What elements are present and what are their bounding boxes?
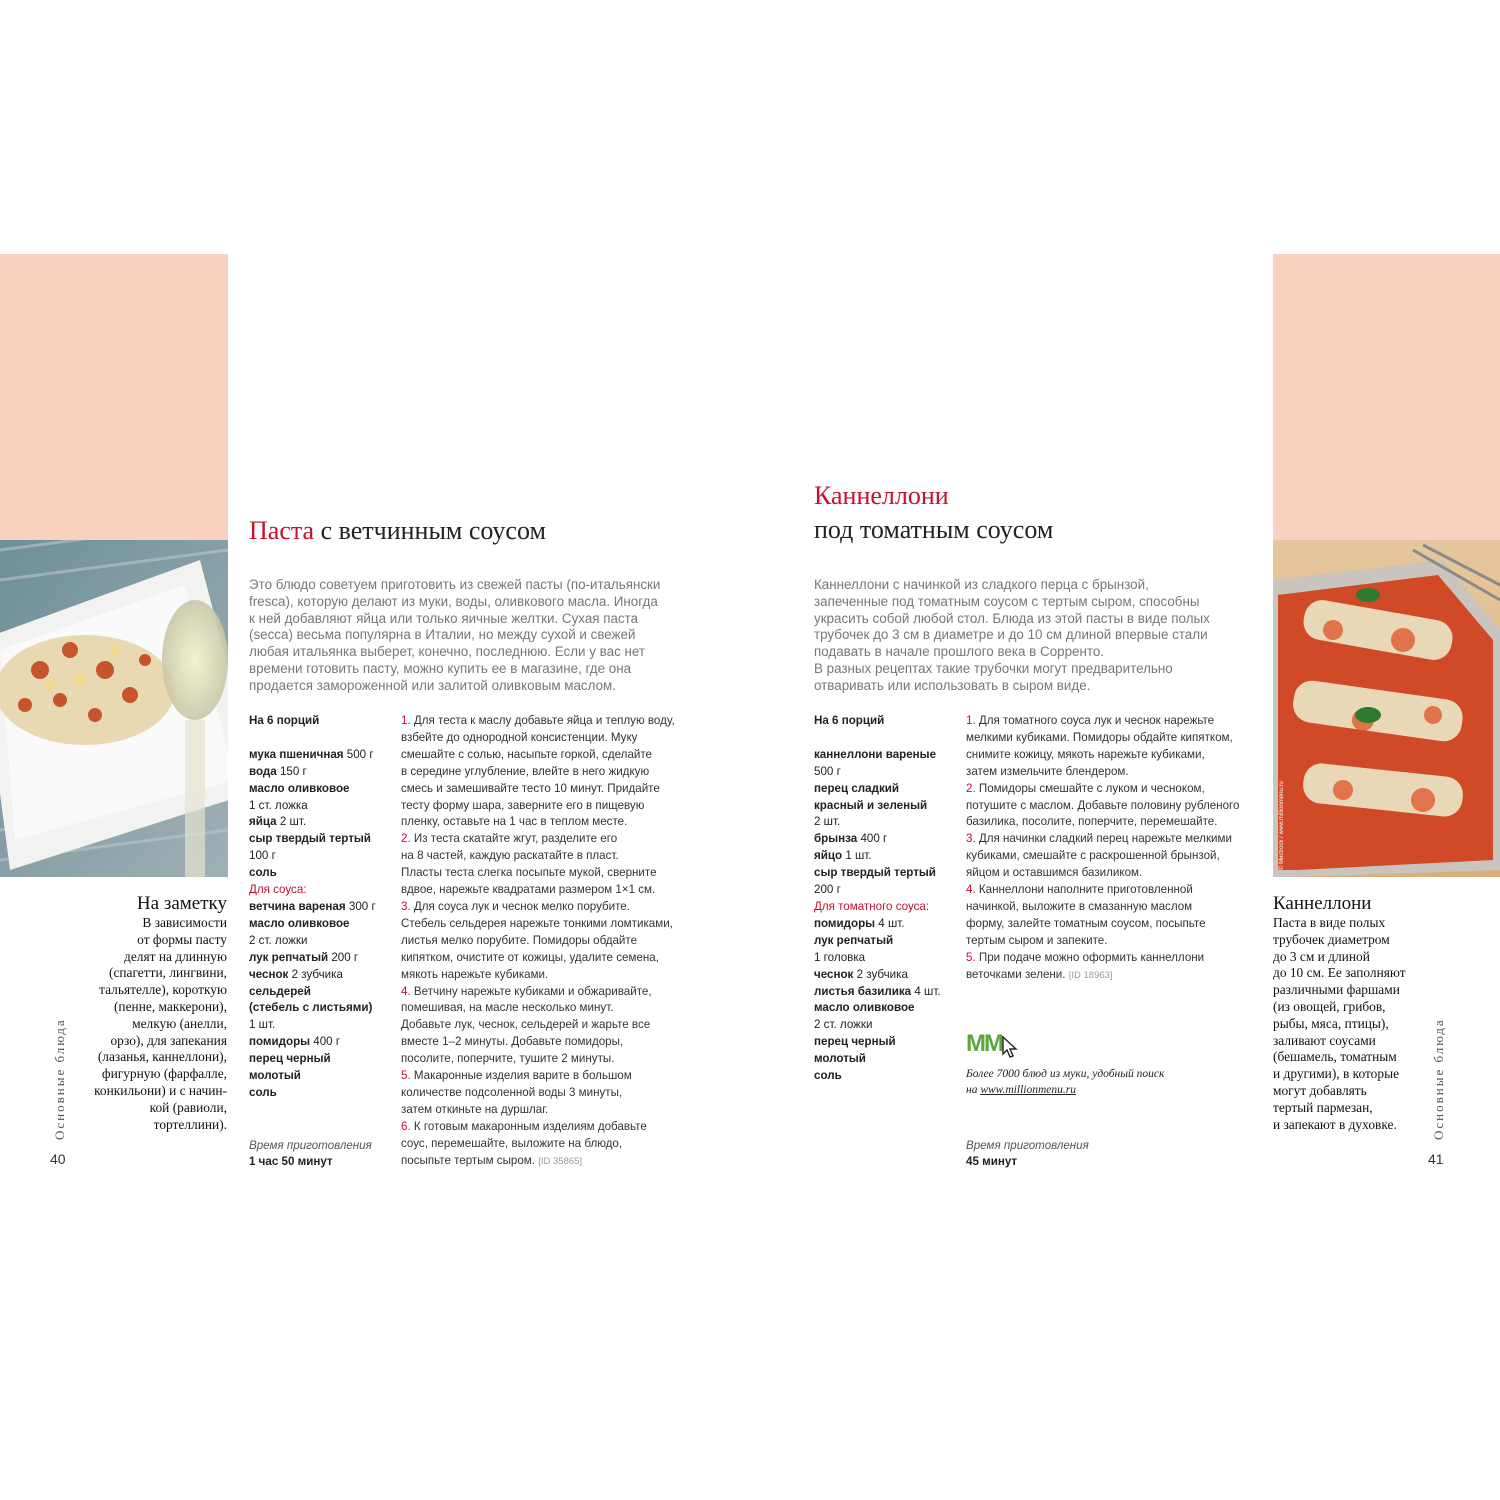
ingredient-row	[814, 730, 959, 747]
step-line	[966, 747, 1266, 764]
right-page-number: 41	[1428, 1151, 1444, 1167]
sauce-subheading: Для томатного соуса:	[814, 899, 930, 913]
ingredient-amount: 2 шт.	[814, 815, 841, 829]
left-intro	[249, 577, 709, 695]
ingredient-row	[249, 730, 394, 747]
step-text: взбейте до однородной консистенции. Муку	[401, 730, 638, 744]
step-line	[401, 1119, 701, 1136]
ingredient-row	[814, 848, 959, 865]
right-note	[1273, 893, 1433, 1133]
ingredient-amount: 200 г	[814, 883, 841, 897]
note-line: орзо), для запекания	[110, 1032, 227, 1048]
step-line	[401, 967, 701, 984]
left-ingredients	[249, 713, 394, 1102]
promo-line	[966, 1082, 1266, 1098]
step-line	[401, 1034, 701, 1051]
ingredient-name: каннеллони вареные	[814, 747, 937, 761]
step-line	[401, 781, 701, 798]
promo-prefix: на	[966, 1084, 981, 1096]
step-line	[401, 1102, 701, 1119]
note-line: мелкую (анелли,	[132, 1015, 227, 1031]
step-text: листья мелко порубите. Помидоры обдайте	[401, 933, 638, 947]
note-text	[1273, 915, 1433, 1133]
step-text: посыпьте тертым сыром.	[401, 1153, 539, 1167]
millionmenu-logo-icon: MM	[966, 1028, 1026, 1062]
step-text: пленку, оставьте на 1 час в теплом месте.	[401, 815, 628, 829]
ingredient-amount: 1 шт.	[842, 849, 872, 863]
step-text: тесту форму шара, заверните его в пищевую	[401, 798, 645, 812]
right-title-rest: под томатным соусом	[814, 515, 1054, 544]
step-text: смешайте с солью, насыпьте горкой, сделайте	[401, 747, 652, 761]
ingredient-amount: 300 г	[345, 899, 376, 913]
ingredient-amount: 500 г	[814, 764, 841, 778]
ingredient-amount: 400 г	[310, 1035, 341, 1049]
intro-line: подавать в начале прошлого века в Сорренто.	[814, 644, 1105, 660]
ingredient-row	[814, 865, 959, 882]
step-text: Помидоры смешайте с луком и чесноком,	[975, 781, 1205, 795]
left-page-number: 40	[50, 1151, 66, 1167]
right-section-label: Основные блюда	[1431, 1018, 1446, 1140]
left-cooking-time	[249, 1138, 372, 1170]
left-steps	[401, 713, 701, 1170]
step-text: потушите с маслом. Добавьте половину рубленого	[966, 798, 1240, 812]
step-line	[401, 1051, 701, 1068]
step-line	[966, 882, 1266, 899]
step-text: Для соуса лук и чеснок мелко порубите.	[410, 899, 630, 913]
left-recipe-title	[249, 514, 546, 548]
step-text: смесь и замешивайте тесто 10 минут. Придайте	[401, 781, 660, 795]
ingredient-name: ветчина вареная	[249, 899, 346, 913]
step-text: в середине углубление, влейте в него жидкую	[401, 764, 650, 778]
step-line	[966, 798, 1266, 815]
photo-credit: © Мисtrock / www.millionmenu.ru	[1279, 781, 1285, 870]
intro-line: времени готовить пасту, можно купить ее в магазине, где она	[249, 660, 632, 676]
step-text: начинкой, выложите в смазанную маслом	[966, 899, 1193, 913]
intro-line: трубочек до 3 см в диаметре и до 10 см длиной впервые стали	[814, 627, 1208, 643]
step-text: мякоть нарежьте кубиками.	[401, 967, 549, 981]
promo-line: Более 7000 блюд из муки, удобный поиск	[966, 1068, 1165, 1080]
ingredient-name: соль	[249, 866, 277, 880]
time-label: Время приготовления	[249, 1139, 372, 1152]
ingredient-amount: 2 зубчика	[288, 967, 343, 981]
ingredient-name: (стебель с листьями)	[249, 1001, 373, 1015]
ingredient-name: перец сладкий	[814, 781, 900, 795]
intro-line: отваривать или использовать в сыром виде.	[814, 677, 1091, 693]
step-line	[401, 747, 701, 764]
ingredient-amount: 200 г	[328, 950, 359, 964]
note-line: рыбы, мяса, птицы),	[1273, 1015, 1389, 1031]
intro-line: (secca) весьма популярна в Италии, но между сухой и свежей	[249, 627, 636, 643]
ingredient-row	[249, 798, 394, 815]
note-line: различными фаршами	[1273, 982, 1400, 998]
note-line: заливают соусами	[1273, 1032, 1376, 1048]
note-line: фигурную (фарфалле,	[101, 1066, 227, 1082]
ingredient-row	[814, 1051, 959, 1068]
ingredient-amount: 2 зубчика	[853, 967, 908, 981]
ingredient-row	[249, 747, 394, 764]
ingredient-name: чеснок	[814, 967, 854, 981]
step-number: 3.	[401, 899, 411, 913]
ingredient-amount: 2 шт.	[276, 815, 307, 829]
step-number: 1.	[966, 714, 976, 727]
ingredient-name: вода	[249, 764, 277, 778]
step-text: тертым сыром и запеките.	[966, 933, 1108, 947]
note-line: Паста в виде полых	[1273, 915, 1386, 930]
step-line	[401, 1017, 701, 1034]
ingredient-row	[814, 899, 959, 916]
ingredient-row	[814, 1017, 959, 1034]
ingredient-amount: 100 г	[249, 849, 276, 863]
ingredient-row	[814, 1068, 959, 1085]
ingredient-row	[249, 1000, 394, 1017]
intro-line: Каннеллони с начинкой из сладкого перца с брынзой,	[814, 577, 1149, 592]
ingredient-name: красный и зеленый	[814, 798, 928, 812]
step-line	[401, 882, 701, 899]
step-line	[401, 950, 701, 967]
sauce-subheading: Для соуса:	[249, 883, 307, 897]
ingredient-row	[249, 950, 394, 967]
ingredient-row	[814, 764, 959, 781]
note-line: (лазанья, каннеллони),	[97, 1049, 227, 1065]
step-text: соус, перемешайте, выложите на блюдо,	[401, 1136, 623, 1150]
ingredient-row	[249, 882, 394, 899]
ingredient-name: соль	[249, 1085, 277, 1099]
right-recipe-title	[814, 479, 1053, 547]
step-line	[966, 865, 1266, 882]
step-text: вместе 1–2 минуты. Добавьте помидоры,	[401, 1035, 624, 1049]
ingredient-name: помидоры	[249, 1035, 311, 1049]
step-text: посолите, поперчите, тушите 2 минуты.	[401, 1052, 615, 1066]
step-number: 3.	[966, 832, 976, 846]
right-ingredients	[814, 713, 959, 1085]
right-cooking-time	[966, 1138, 1089, 1170]
ingredient-row	[249, 1068, 394, 1085]
ingredient-list	[249, 730, 394, 1102]
note-line: до 10 см. Ее заполняют	[1273, 965, 1406, 981]
step-text: количестве подсоленной воды 3 минуты,	[401, 1085, 623, 1099]
note-line: (из овощей, грибов,	[1273, 998, 1386, 1014]
left-title-rest: с ветчинным соусом	[314, 516, 546, 545]
step-text: Для томатного соуса лук и чеснок нарежьте	[975, 714, 1215, 727]
ingredient-row	[249, 1017, 394, 1034]
intro-line: В разных рецептах такие трубочки могут предварительно	[814, 660, 1173, 676]
note-title: На заметку	[136, 893, 227, 914]
step-number: 5.	[401, 1069, 411, 1083]
step-text: мелкими кубиками. Помидоры обдайте кипятком,	[966, 730, 1233, 744]
note-line: (пенне, маккерони),	[113, 998, 227, 1014]
intro-line: украсить собой любой стол. Блюда из этой пасты в виде полых	[814, 610, 1210, 626]
ingredient-name: перец черный	[814, 1035, 896, 1049]
step-number: 1.	[401, 714, 411, 727]
step-line	[966, 950, 1266, 967]
ingredient-name: молотый	[249, 1069, 301, 1083]
step-line	[966, 848, 1266, 865]
right-peach-band	[1273, 254, 1500, 540]
note-line: (бешамель, томатным	[1273, 1049, 1397, 1065]
left-peach-band	[0, 254, 228, 540]
step-line	[401, 1153, 701, 1171]
step-line	[966, 814, 1266, 831]
promo-link[interactable]: www.millionmenu.ru	[980, 1084, 1076, 1096]
step-line	[401, 764, 701, 781]
ingredient-name: лук репчатый	[814, 933, 894, 947]
left-section-label: Основные блюда	[52, 1018, 67, 1140]
step-line	[966, 967, 1266, 985]
step-line	[401, 1085, 701, 1102]
step-line	[401, 831, 701, 848]
step-text: форму, залейте томатным соусом, посыпьте	[966, 916, 1206, 930]
ingredient-name: листья базилика	[814, 984, 912, 998]
note-line: трубочек диаметром	[1273, 931, 1390, 947]
ingredient-name: брынза	[814, 832, 858, 846]
ingredient-row	[249, 848, 394, 865]
step-text: на 8 частей, каждую раскатайте в пласт.	[401, 849, 619, 863]
step-line	[401, 865, 701, 882]
note-line: от формы пасту	[137, 931, 227, 947]
note-title: Каннеллони	[1273, 893, 1372, 914]
millionmenu-promo	[966, 1028, 1266, 1098]
ingredient-row	[814, 950, 959, 967]
note-line: могут добавлять	[1273, 1082, 1367, 1098]
recipe-id: [ID 18963]	[1068, 969, 1113, 981]
step-line	[401, 730, 701, 747]
step-text: веточками зелени.	[966, 967, 1069, 981]
step-line	[966, 831, 1266, 848]
intro-line: fresca), которую делают из муки, воды, оливкового масла. Иногда	[249, 593, 658, 609]
ingredient-row	[249, 781, 394, 798]
step-text: Макаронные изделия варите в большом	[410, 1069, 632, 1083]
step-text: Ветчину нарежьте кубиками и обжаривайте,	[410, 984, 652, 998]
ingredient-row	[814, 933, 959, 950]
step-number: 6.	[401, 1119, 411, 1133]
step-line	[401, 798, 701, 815]
step-number: 2.	[401, 832, 411, 846]
ingredient-row	[249, 899, 394, 916]
ingredient-row	[814, 882, 959, 899]
step-text: затем измельчите блендером.	[966, 764, 1129, 778]
step-line	[401, 984, 701, 1001]
step-text: яйцом и оставшимся базиликом.	[966, 866, 1143, 880]
ingredient-name: сыр твердый тертый	[814, 866, 936, 880]
ingredient-name: мука пшеничная	[249, 747, 344, 761]
ingredient-amount: 150 г	[276, 764, 307, 778]
time-value: 45 минут	[966, 1155, 1018, 1168]
ingredient-row	[249, 967, 394, 984]
step-number: 2.	[966, 781, 976, 795]
right-intro	[814, 577, 1254, 695]
ingredient-row	[814, 967, 959, 984]
intro-line: запеченные под томатным соусом с тертым сыром, способны	[814, 593, 1200, 609]
note-line: конкильони) и с начин-	[94, 1082, 227, 1098]
time-value: 1 час 50 минут	[249, 1155, 333, 1168]
servings: На 6 порций	[249, 714, 320, 727]
ingredient-row	[814, 781, 959, 798]
ingredient-name: яйцо	[814, 849, 843, 863]
right-title-red: Каннеллони	[814, 481, 949, 510]
step-line	[966, 899, 1266, 916]
note-line: и другими), в которые	[1273, 1066, 1400, 1082]
step-text: Для теста к маслу добавьте яйца и теплую воду,	[410, 714, 675, 727]
ingredient-list	[814, 730, 959, 1085]
ingredient-amount: 1 шт.	[249, 1018, 276, 1032]
step-text: Каннеллони наполните приготовленной	[975, 883, 1193, 897]
ingredient-amount: 4 шт.	[911, 984, 941, 998]
intro-line: продается замороженной или залитой оливковым маслом.	[249, 677, 616, 693]
ingredient-amount: 2 ст. ложки	[249, 933, 308, 947]
ingredient-name: масло оливковое	[249, 916, 350, 930]
step-line	[966, 933, 1266, 950]
step-text: При подаче можно оформить каннеллони	[975, 950, 1205, 964]
ingredient-amount: 1 головка	[814, 950, 866, 964]
ingredient-name: соль	[814, 1069, 842, 1083]
servings: На 6 порций	[814, 714, 885, 727]
step-number: 5.	[966, 950, 976, 964]
cannelloni-photo	[1273, 540, 1500, 877]
ingredient-row	[814, 814, 959, 831]
step-line	[966, 781, 1266, 798]
note-line: и запекают в духовке.	[1273, 1116, 1397, 1132]
note-line: В зависимости	[142, 915, 227, 930]
step-text: вдвое, нарежьте квадратами размером 1×1 см.	[401, 883, 656, 897]
intro-line: любая итальянка выберет, конечно, последнюю. Если у вас нет	[249, 644, 646, 660]
step-text: Для начинки сладкий перец нарежьте мелкими	[975, 832, 1232, 846]
left-note	[60, 893, 227, 1133]
ingredient-name: лук репчатый	[249, 950, 329, 964]
ingredient-amount: 400 г	[857, 832, 888, 846]
ingredient-name: помидоры	[814, 916, 876, 930]
ingredient-name: масло оливковое	[814, 1001, 915, 1015]
right-steps	[966, 713, 1266, 985]
cursor-arrow-icon	[1002, 1036, 1018, 1060]
step-text: затем откиньте на дуршлаг.	[401, 1102, 549, 1116]
step-line	[401, 1136, 701, 1153]
step-line	[401, 916, 701, 933]
step-text: помешивая, на масле несколько минут.	[401, 1001, 614, 1015]
ingredient-name: сельдерей	[249, 984, 311, 998]
ingredient-name: перец черный	[249, 1052, 331, 1066]
step-text: снимите кожицу, мякоть нарежьте кубиками,	[966, 747, 1205, 761]
pasta-photo	[0, 540, 228, 877]
ingredient-row	[249, 831, 394, 848]
ingredient-row	[814, 831, 959, 848]
ingredient-row	[249, 1051, 394, 1068]
intro-line: к ней добавляют яйца или только яичные желтки. Сухая паста	[249, 610, 639, 626]
step-line	[401, 933, 701, 950]
ingredient-row	[814, 984, 959, 1001]
note-line: тортеллини).	[153, 1116, 227, 1132]
step-text: Добавьте лук, чеснок, сельдерей и жарьте все	[401, 1018, 651, 1032]
step-line	[401, 814, 701, 831]
note-line: кой (равиоли,	[149, 1099, 227, 1115]
note-text	[60, 915, 227, 1133]
ingredient-name: масло оливковое	[249, 781, 350, 795]
ingredient-row	[249, 984, 394, 1001]
note-line: тальятелле), короткую	[99, 982, 227, 998]
ingredient-amount: 500 г	[343, 747, 374, 761]
ingredient-row	[249, 1034, 394, 1051]
time-label: Время приготовления	[966, 1139, 1089, 1152]
ingredient-row	[814, 798, 959, 815]
ingredient-row	[249, 865, 394, 882]
ingredient-name: сыр твердый тертый	[249, 832, 371, 846]
ingredient-name: чеснок	[249, 967, 289, 981]
ingredient-row	[814, 1034, 959, 1051]
step-line	[401, 1068, 701, 1085]
left-title-red: Паста	[249, 516, 315, 545]
recipe-id: [ID 35865]	[538, 1155, 583, 1167]
ingredient-row	[814, 747, 959, 764]
intro-line: Это блюдо советуем приготовить из свежей пасты (по-итальянски	[249, 577, 661, 592]
note-line: тертый пармезан,	[1273, 1099, 1373, 1115]
ingredient-amount: 1 ст. ложка	[249, 798, 308, 812]
ingredient-row	[249, 916, 394, 933]
ingredient-amount: 2 ст. ложки	[814, 1018, 873, 1032]
note-line: (спагетти, лингвини,	[108, 965, 227, 981]
ingredient-name: яйца	[249, 815, 277, 829]
step-text: кипятком, очистите от кожицы, удалите семена,	[401, 950, 659, 964]
ingredient-row	[249, 933, 394, 950]
step-line	[401, 848, 701, 865]
step-text: К готовым макаронным изделиям добавьте	[410, 1119, 647, 1133]
step-line	[966, 764, 1266, 781]
step-number: 4.	[401, 984, 411, 998]
ingredient-row	[249, 1085, 394, 1102]
step-text: Из теста скатайте жгут, разделите его	[410, 832, 618, 846]
ingredient-name: молотый	[814, 1052, 866, 1066]
step-line	[401, 1000, 701, 1017]
step-text: кубиками, смешайте с раскрошенной брынзой,	[966, 849, 1220, 863]
ingredient-row	[249, 764, 394, 781]
step-text: Стебель сельдерея нарежьте тонкими ломтиками,	[401, 916, 673, 930]
step-line	[401, 899, 701, 916]
step-line	[966, 713, 1266, 730]
ingredient-row	[249, 814, 394, 831]
note-line: до 3 см и длиной	[1273, 948, 1370, 964]
step-text: Пласты теста слегка посыпьте мукой, сверните	[401, 866, 657, 880]
step-text: базилика, посолите, поперчите, перемешайте.	[966, 815, 1218, 829]
step-line	[966, 916, 1266, 933]
step-line	[966, 730, 1266, 747]
step-line	[401, 713, 701, 730]
step-number: 4.	[966, 883, 976, 897]
ingredient-row	[814, 916, 959, 933]
note-line: делят на длинную	[124, 948, 227, 964]
ingredient-amount: 4 шт.	[875, 916, 905, 930]
ingredient-row	[814, 1000, 959, 1017]
